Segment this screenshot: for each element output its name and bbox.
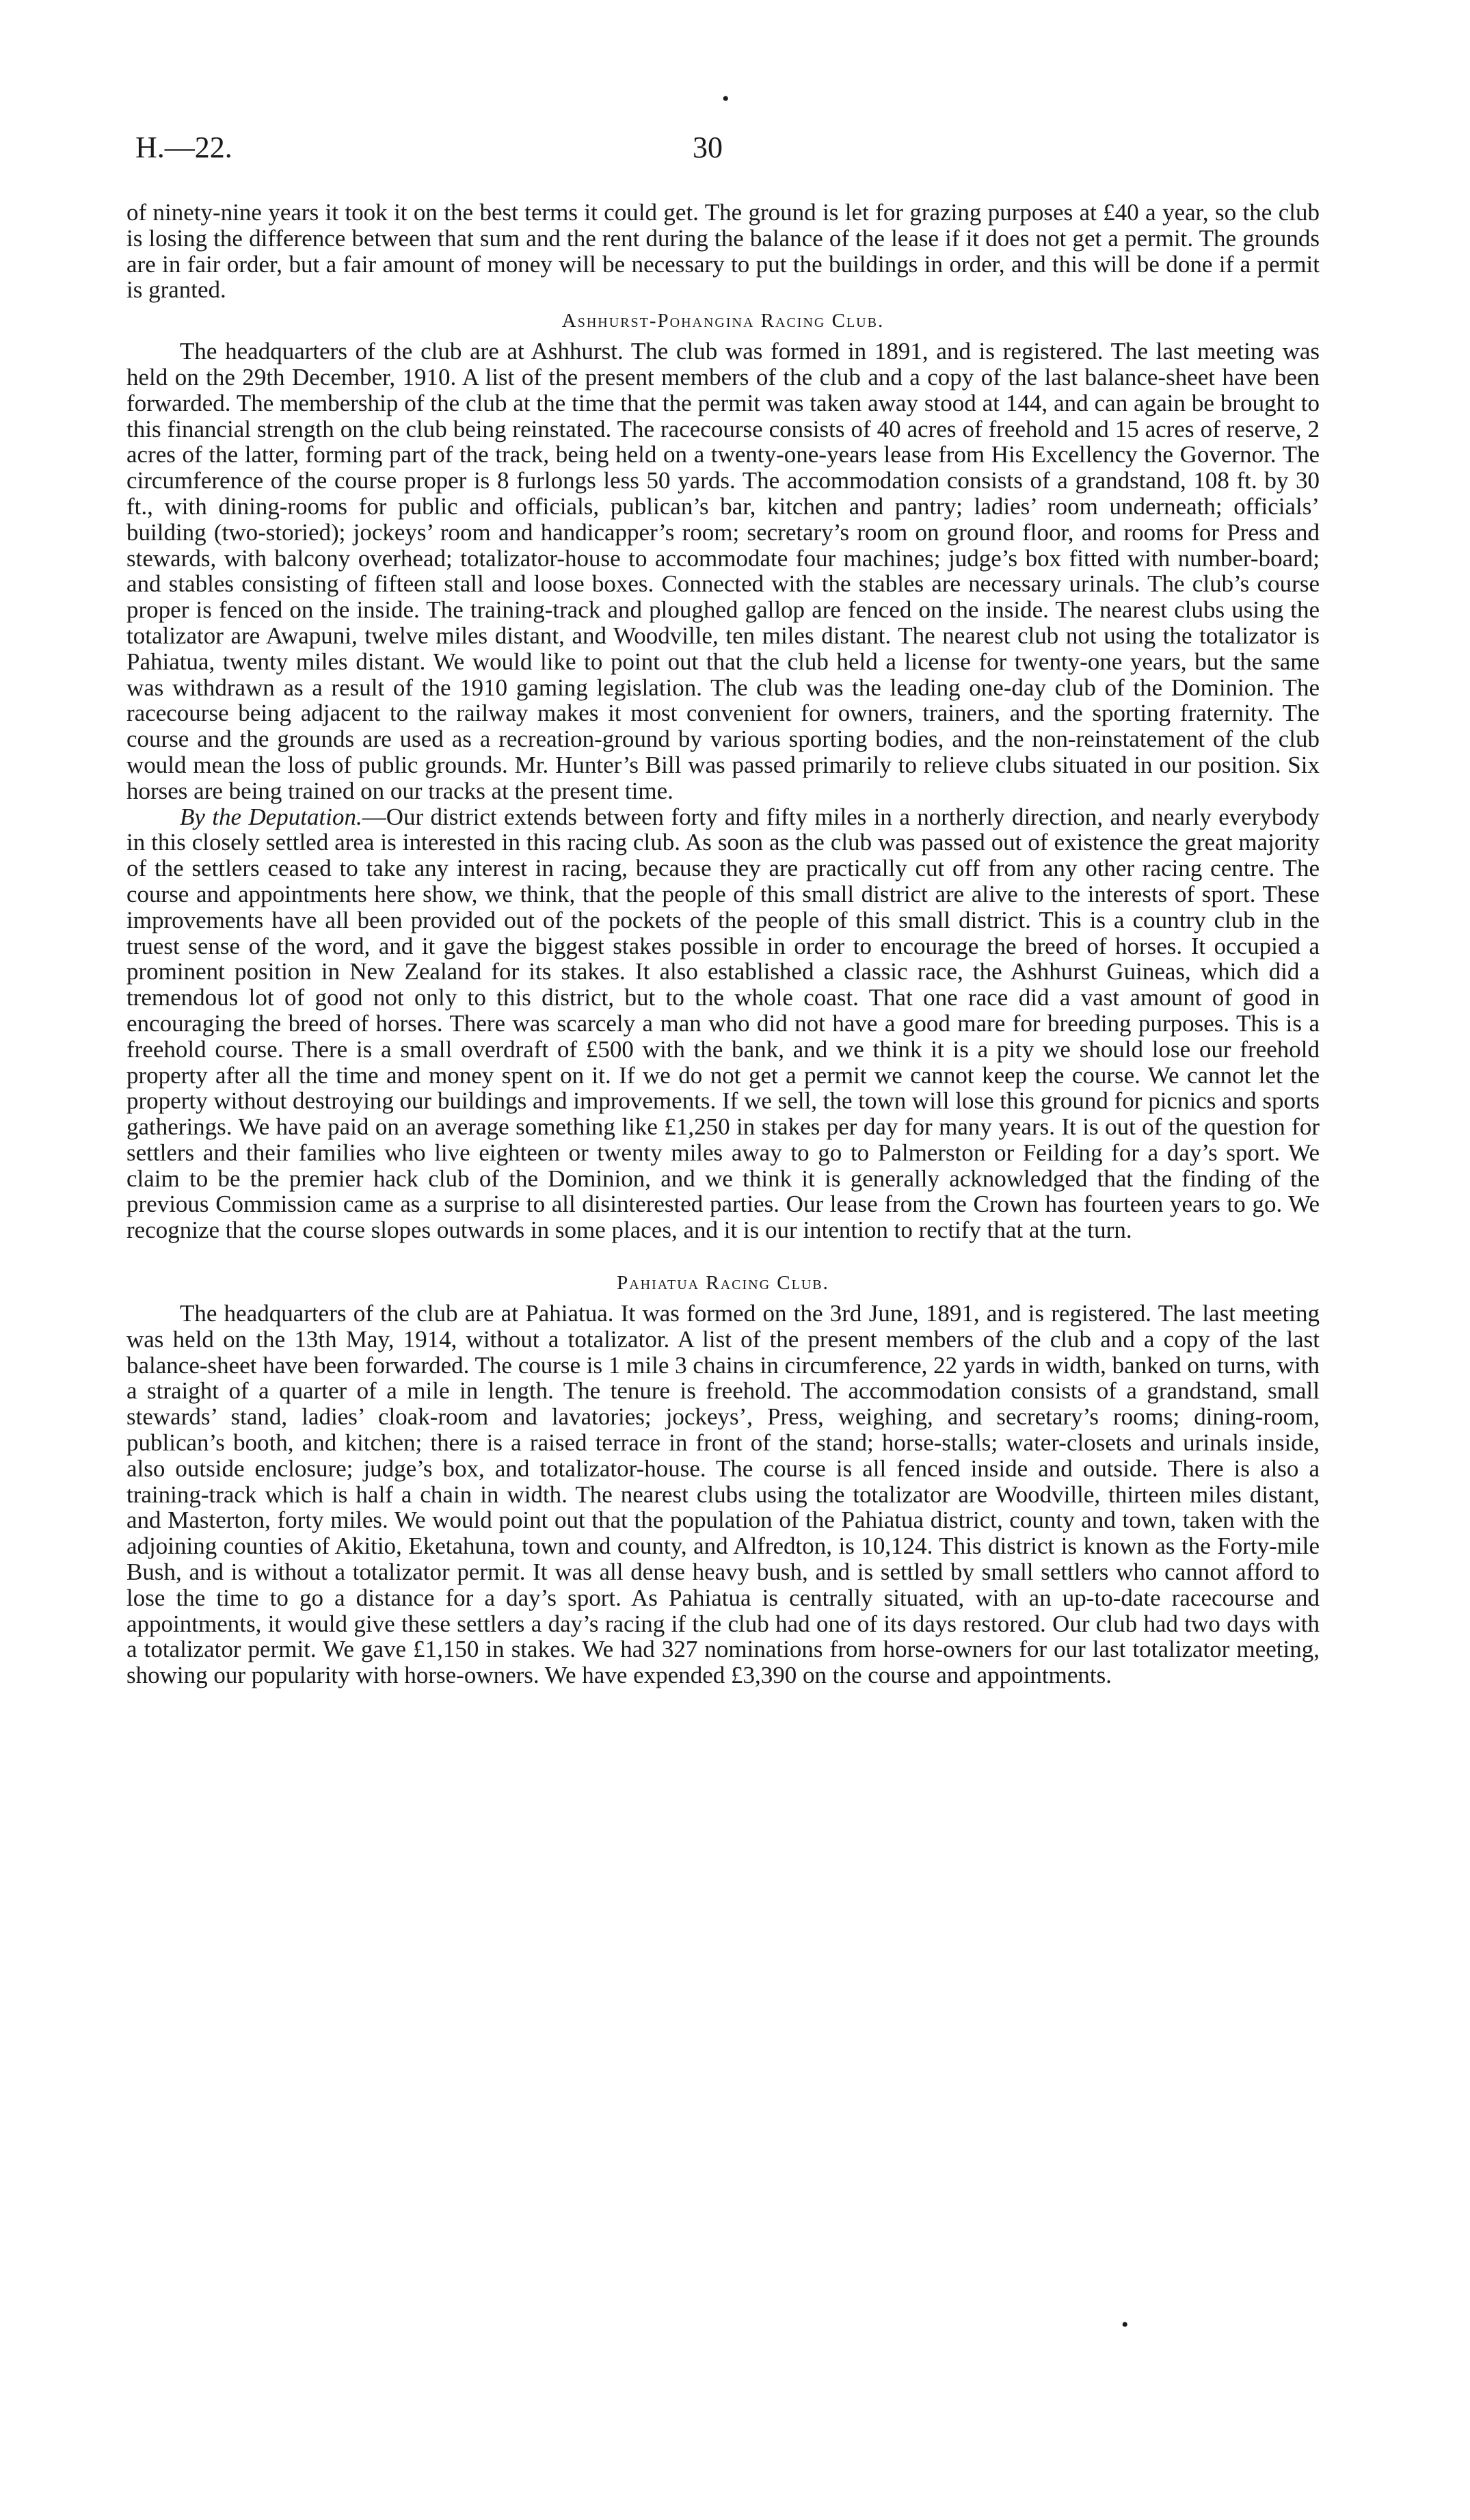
pahiatua-paragraph: The headquarters of the club are at Pahiatua. It was formed on the 3rd June, 1891, and is registered. The last meeting was held on the 13th May, 1914, without a totalizator. A list of the present members of the club and a copy of the last balance-sheet have been forwarded. The course is 1 mile 3 chains in circumference, 22 yards in width, banked on turns, with a straight of a quarter of a mile in length. The tenure is freehold. The accommodation consists of a grandstand, small stewards’ stand, ladies’ cloak-room and lavatories; jockeys’, Press, weighing, and secretary’s rooms; dining-room, publican’s booth, and kitchen; there is a raised terrace in front of the stand; horse-stalls; water-closets and urinals inside, also outside enclosure; judge’s box, and totalizator-house. The course is all fenced inside and outside. There is also a training-track which is half a chain in width. The nearest clubs using the totalizator are Woodville, thirteen miles distant, and Masterton, forty miles. We would point out that the population of the Pahiatua district, county and town, taken with the adjoining counties of Akitio, Eketahuna, town and county, and Alfredton, is 10,124. This district is known as the Forty-mile Bush, and is without a totalizator permit. It was all dense heavy bush, and is settled by small settlers who cannot afford to lose the time to go a distance for a day’s sport. As Pahiatua is centrally situated, with an up-to-date racecourse and appointments, it would give these settlers a day’s racing if the club had one of its days restored. Our club had two days with a totalizator permit. We gave £1,150 in stakes. We had 327 nominations from horse-owners for our last totalizator meeting, showing our popularity with horse-owners. We have expended £3,390 on the course and appointments. <box>126 1300 1320 1689</box>
deputation-text: —Our district extends between forty and fifty miles in a northerly direction, and nearly everybody in this closely settled area is interested in this racing club. As soon as the club was passed out of existence the great majority of the settlers ceased to take any interest in racing, because they are practically cut off from any other racing centre. The course and appointments here show, we think, that the people of this small district are alive to the interests of sport. These improvements have all been provided out of the pockets of the people of this small district. This is a country club in the truest sense of the word, and it gave the biggest stakes possible in order to encourage the breed of horses. It occupied a prominent position in New Zealand for its stakes. It also established a classic race, the Ashhurst Guineas, which did a tremendous lot of good not only to this district, but to the whole coast. That one race did a vast amount of good in encouraging the breed of horses. There was scarcely a man who did not have a good mare for breeding purposes. This is a freehold course. There is a small overdraft of £500 with the bank, and we think it is a pity we should lose our freehold property after all the time and money spent on it. If we do not get a permit we cannot keep the course. We cannot let the property without destroying our buildings and improvements. If we sell, the town will lose this ground for picnics and sports gatherings. We have paid on an average something like £1,250 in stakes per day for many years. It is out of the question for settlers and their families who live eighteen or twenty miles away to go to Palmerston or Feilding for a day’s sport. We claim to be the premier hack club of the Dominion, and we think it is generally acknowledged that the finding of the previous Commission came as a surprise to all disinterested parties. Our lease from the Crown has fourteen years to go. We recognize that the course slopes outwards in some places, and it is our intention to rectify that at the turn. <box>126 803 1320 1244</box>
top-dot-mark: • <box>722 88 730 110</box>
section-heading-ashhurst: Ashhurst-Pohangina Racing Club. <box>561 310 885 332</box>
body-text <box>126 200 1320 1688</box>
bottom-dot-mark: • <box>1121 2313 1129 2336</box>
page-number: 30 <box>693 131 723 164</box>
ashhurst-deputation-paragraph <box>126 804 1320 1244</box>
deputation-label: By the Deputation. <box>180 803 362 830</box>
ashhurst-paragraph: The headquarters of the club are at Ashhurst. The club was formed in 1891, and is registered. The last meeting was held on the 29th December, 1910. A list of the present members of the club and a copy of the last balance-sheet have been forwarded. The membership of the club at the time that the permit was taken away stood at 144, and can again be brought to this financial strength on the club being reinstated. The racecourse consists of 40 acres of freehold and 15 acres of reserve, 2 acres of the latter, forming part of the track, being held on a twenty-one-years lease from His Excellency the Governor. The circumference of the course proper is 8 furlongs less 50 yards. The accommodation consists of a grandstand, 108 ft. by 30 ft., with dining-rooms for public and officials, publican’s bar, kitchen and pantry; ladies’ room underneath; officials’ building (two-storied); jockeys’ room and handicapper’s room; secretary’s room on ground floor, and rooms for Press and stewards, with balcony overhead; totalizator-house to accommodate four machines; judge’s box fitted with number-board; and stables consisting of fifteen stall and loose boxes. Connected with the stables are necessary urinals. The club’s course proper is fenced on the inside. The training-track and ploughed gallop are fenced on the inside. The nearest clubs using the totalizator are Awapuni, twelve miles distant, and Woodville, ten miles distant. The nearest club not using the totalizator is Pahiatua, twenty miles distant. We would like to point out that the club held a license for twenty-one years, but the same was withdrawn as a result of the 1910 gaming legislation. The club was the leading one-day club of the Dominion. The racecourse being adjacent to the railway makes it most convenient for owners, trainers, and the sporting fraternity. The course and the grounds are used as a recreation-ground by various sporting bodies, and the non-reinstatement of the club would mean the loss of public grounds. Mr. Hunter’s Bill was passed primarily to relieve clubs situated in our position. Six horses are being trained on our tracks at the present time. <box>126 338 1320 804</box>
page-header <box>135 130 1318 178</box>
section-heading-pahiatua: Pahiatua Racing Club. <box>617 1272 829 1295</box>
document-reference: H.—22. <box>135 131 232 164</box>
continuation-paragraph: of ninety-nine years it took it on the best terms it could get. The ground is let for grazing purposes at £40 a year, so the club is losing the difference between that sum and the rent during the balance of the lease if it does not get a permit. The grounds are in fair order, but a fair amount of money will be necessary to put the buildings in order, and this will be done if a permit is granted. <box>126 199 1320 304</box>
